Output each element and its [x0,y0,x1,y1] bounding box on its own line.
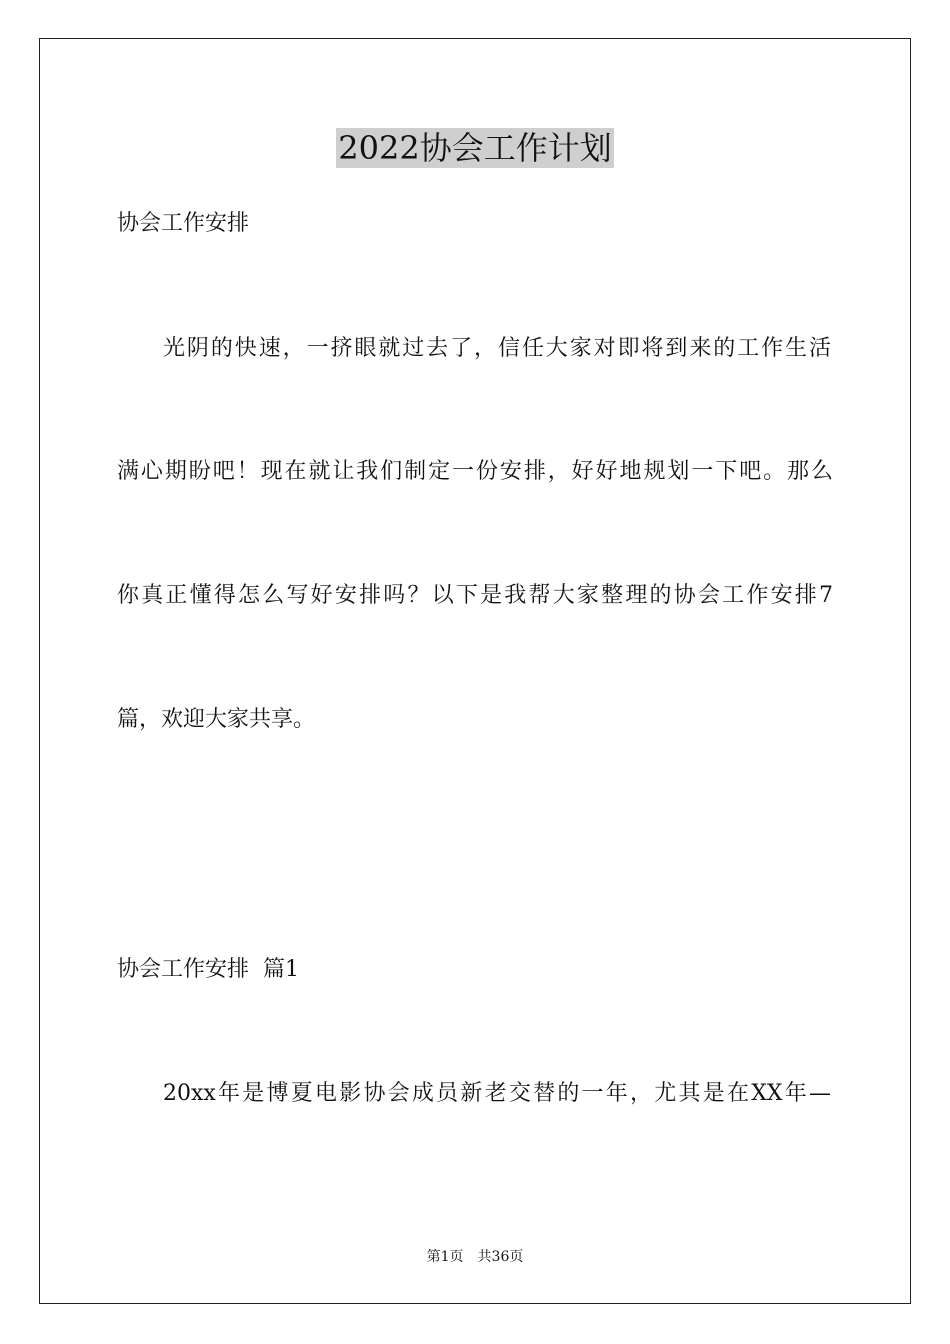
page-number-current: 第1页 [426,1249,464,1265]
paragraph-line-5: 20xx年是博夏电影协会成员新老交替的一年，尤其是在XX年— [163,1081,831,1106]
paragraph-line-2: 满心期盼吧！现在就让我们制定一份安排，好好地规划一下吧。那么 [117,459,833,484]
document-title-text: 2022协会工作计划 [338,129,612,167]
paragraph-line-4: 篇，欢迎大家共享。 [117,707,316,732]
page-number-total: 共36页 [477,1249,524,1265]
paragraph-line-1: 光阴的快速，一挤眼就过去了，信任大家对即将到来的工作生活 [163,336,831,361]
document-title [0,128,950,168]
section-heading: 协会工作安排 [117,211,250,236]
paragraph-line-3: 你真正懂得怎么写好安排吗？以下是我帮大家整理的协会工作安排7 [117,583,833,608]
section-heading-part-1: 协会工作安排 篇1 [117,957,299,982]
page-footer [0,1247,950,1267]
